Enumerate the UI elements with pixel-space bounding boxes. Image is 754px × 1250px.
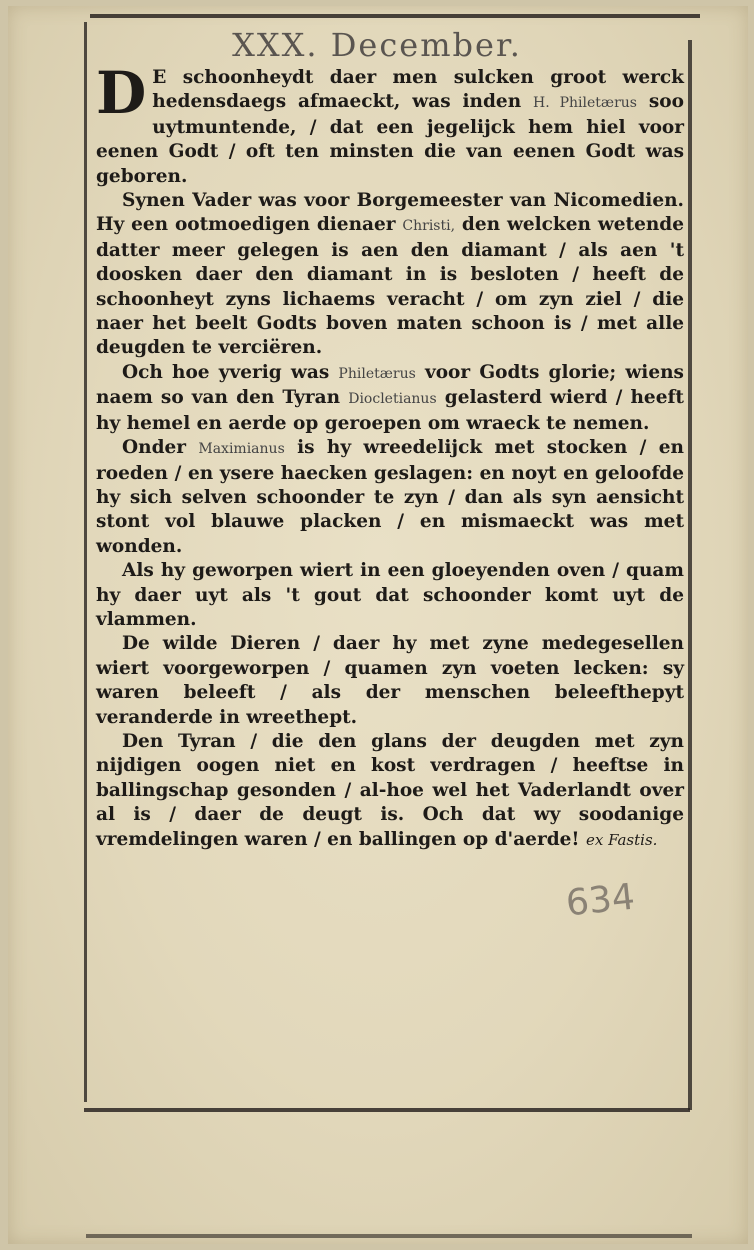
saint-name: Philetærus: [338, 365, 416, 382]
drop-cap: D: [96, 59, 147, 127]
paragraph-5: Als hy geworpen wiert in een gloeyenden oven / quam hy daer uyt als 't gout dat schoonder komt uyt de vlammen.: [96, 560, 684, 630]
source-citation: ex Fastis.: [585, 830, 658, 849]
paragraph-3: Och hoe yverig was Philetærus voor Godts glorie; wiens naem so van den Tyran Diocletianus gelasterd wierd / heeft hy hemel en aerde op geroepen om wraeck te nemen.: [96, 361, 684, 434]
date-heading: XXX. December.: [232, 26, 522, 64]
handwritten-folio-number: 634: [564, 876, 637, 925]
tyrant-name: Diocletianus: [348, 391, 437, 408]
paragraph-7: Den Tyran / die den glans der deugden met zyn nijdigen oogen niet en kost verdragen / heeftse in ballingschap gesonden / al-hoe wel het Vaderlandt over al is / daer de deugt is. Och dat wy soodanige vremdelingen waren / en ballingen op d'aerde! ex Fastis.: [96, 730, 684, 850]
paragraph-2: Synen Vader was voor Borgemeester van Nicomedien. Hy een ootmoedigen dienaer Christi, den welcken wetende datter meer gelegen is aen den diamant / als aen 't doosken daer den diamant in is besloten / heeft de schoonheyt zyns lichaems veracht / om zyn ziel / die naer het beelt Godts boven maten schoon is / met alle deugden te verciëren.: [96, 190, 684, 359]
right-frame-rule: [688, 40, 692, 1110]
article-body: [96, 59, 684, 852]
saint-name: H. Philetærus: [533, 95, 637, 112]
bottom-rule: [84, 1108, 690, 1112]
paragraph-4: Onder Maximianus is hy wreedelijck met stocken / en roeden / en ysere haecken geslagen: en noyt en geloofde hy sich selven schoonder te zyn / dan als syn aensicht stont vol blauwe placken / en mismaeckt was met wonden.: [96, 437, 684, 557]
left-frame-rule: [84, 22, 87, 1102]
christi-name: Christi,: [402, 218, 456, 235]
footer-rule: [86, 1234, 692, 1238]
paragraph-1: D E schoonheydt daer men sulcken groot werck hedensdaegs afmaeckt, was inden H. Philetærus soo uytmuntende, / dat een jegelijck hem hiel voor eenen Godt / oft ten minsten die van eenen Godt was geboren.: [96, 59, 684, 187]
emperor-name: Maximianus: [198, 441, 285, 458]
top-rule: [90, 14, 700, 18]
paragraph-6: De wilde Dieren / daer hy met zyne medegesellen wiert voorgeworpen / quamen zyn voeten lecken: sy waren beleeft / als der menschen beleefthepyt veranderde in wreethept.: [96, 633, 684, 728]
